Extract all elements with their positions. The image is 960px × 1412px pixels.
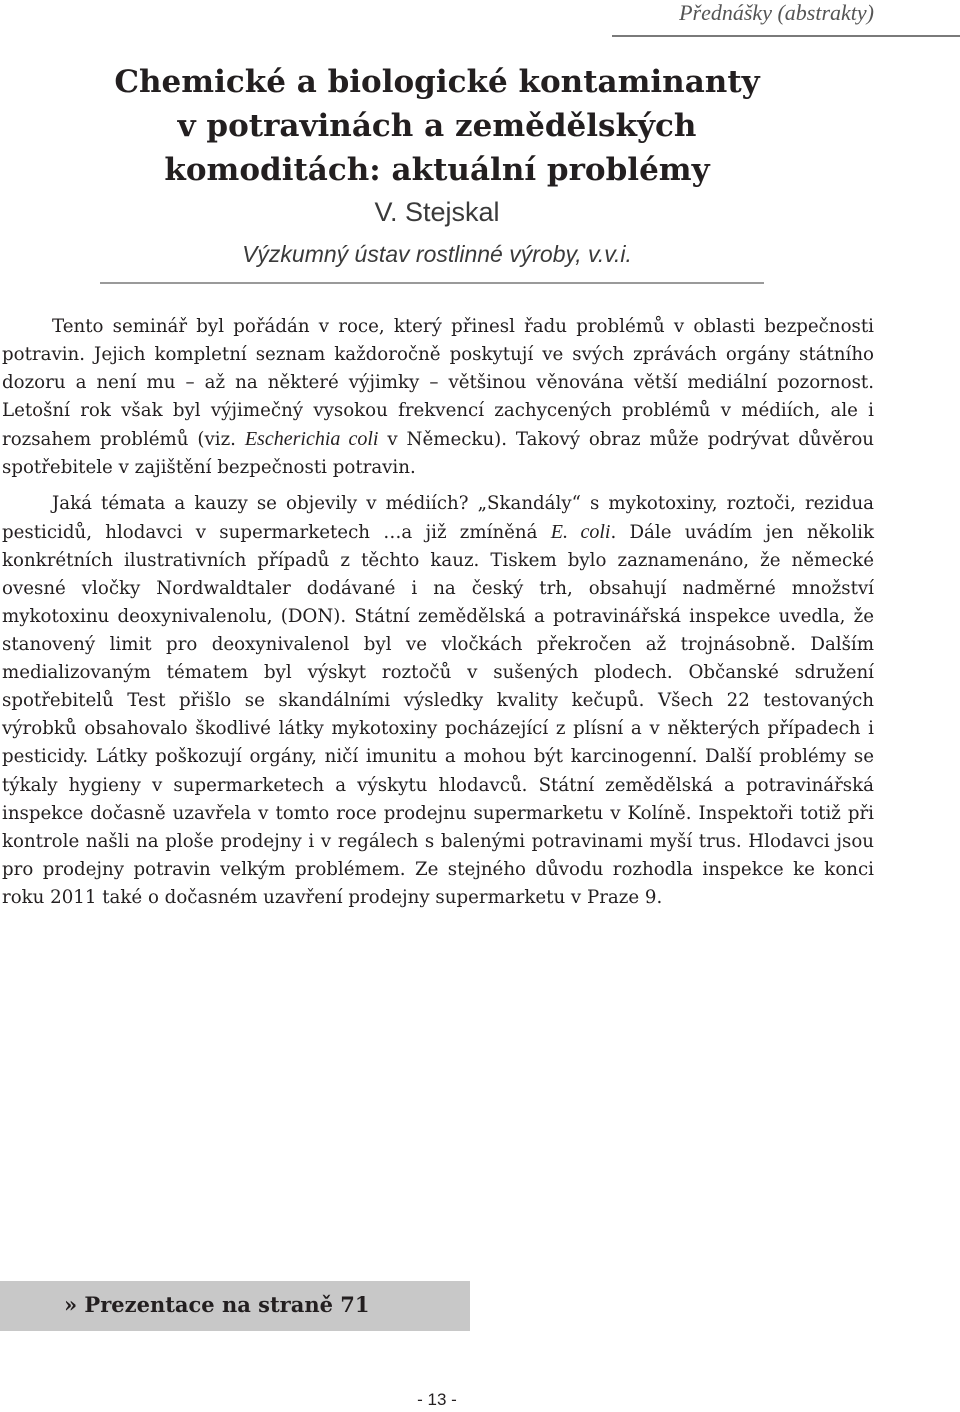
paragraph-2-text-a: Jaká témata a kauzy se objevily v médiích? „Skandály“ s mykotoxiny, roztoči, rezidua pesticidů, hlodavci v supermarketech …a již zmíněná: [2, 492, 874, 543]
article-body: [2, 313, 874, 912]
author: V. Stejskal: [374, 197, 500, 227]
paragraph-1-text-a: Tento seminář byl pořádán v roce, který přinesl řadu problémů v oblasti bezpečnosti potravin. Jejich kompletní seznam každoročně poskytují ve svých zprávách orgány státního dozoru a není mu – až na některé výjimky – většinou věnována větší mediální pozornost. Letošní rok však byl výjimečný vysokou frekvencí zachycených problémů v médiích, ale i rozsahem problémů (viz.: [2, 316, 874, 451]
header-rule: [612, 35, 960, 37]
article-title: [0, 60, 874, 192]
presentation-link-box[interactable]: [0, 1281, 470, 1331]
paragraph-2-italic: E. coli: [550, 520, 611, 543]
title-line-3: komoditách: aktuální problémy: [164, 152, 710, 188]
paragraph-2-text-b: . Dále uvádím jen několik konkrétních ilustrativních případů z těchto kauz. Tiskem bylo zaznamenáno, že německé ovesné vločky Nordwaldtaler dodávané i na český trh, obsahují nadměrné množství mykotoxinu deoxynivalenolu, (DON). Státní zemědělská a potravinářská inspekce uvedla, že stanovený limit pro deoxynivalenol byl ve vločkách překročen až trojnásobně. Dalším medializovaným tématem byl výskyt roztočů v sušených plodech. Občanské sdružení spotřebitelů Test přišlo se skandálními výsledky kvality kečupů. Všech 22 testovaných výrobků obsahovalo škodlivé látky mykotoxiny pocházející z plísní a v některých případech i pesticidy. Látky poškozují orgány, ničí imunitu a mohou být karcinogenní. Další problémy se týkaly hygieny v supermarketech a výskytu hlodavců. Státní zemědělská a potravinářská inspekce dočasně uzavřela v tomto roce prodejnu supermarketu v Kolíně. Inspektoři totiž při kontrole našli na ploše prodejny i v regálech s balenými potravinami myší trus. Hlodavci jsou pro prodejny potravin velkým problémem. Ze stejného důvodu rozhodla inspekce ke konci roku 2011 také o dočasném uzavření prodejny supermarketu v Praze 9.: [2, 521, 874, 908]
title-line-2: v potravinách a zemědělských: [177, 108, 697, 144]
presentation-link[interactable]: » Prezentace na straně 71: [64, 1292, 370, 1317]
title-rule: [100, 282, 764, 284]
paragraph-1-text-b: v Německu). Takový obraz může podrývat důvěrou spotřebitele v zajištění bezpečnosti potravin.: [2, 429, 874, 479]
paragraph-2: [2, 490, 874, 912]
title-line-1: Chemické a biologické kontaminanty: [114, 64, 760, 100]
affiliation: Výzkumný ústav rostlinné výroby, v.v.i.: [242, 241, 632, 267]
page-number: - 13 -: [417, 1390, 457, 1409]
paragraph-1-italic: Escherichia coli: [244, 428, 379, 451]
paragraph-1: [2, 313, 874, 483]
running-head: Přednášky (abstrakty): [679, 0, 874, 25]
